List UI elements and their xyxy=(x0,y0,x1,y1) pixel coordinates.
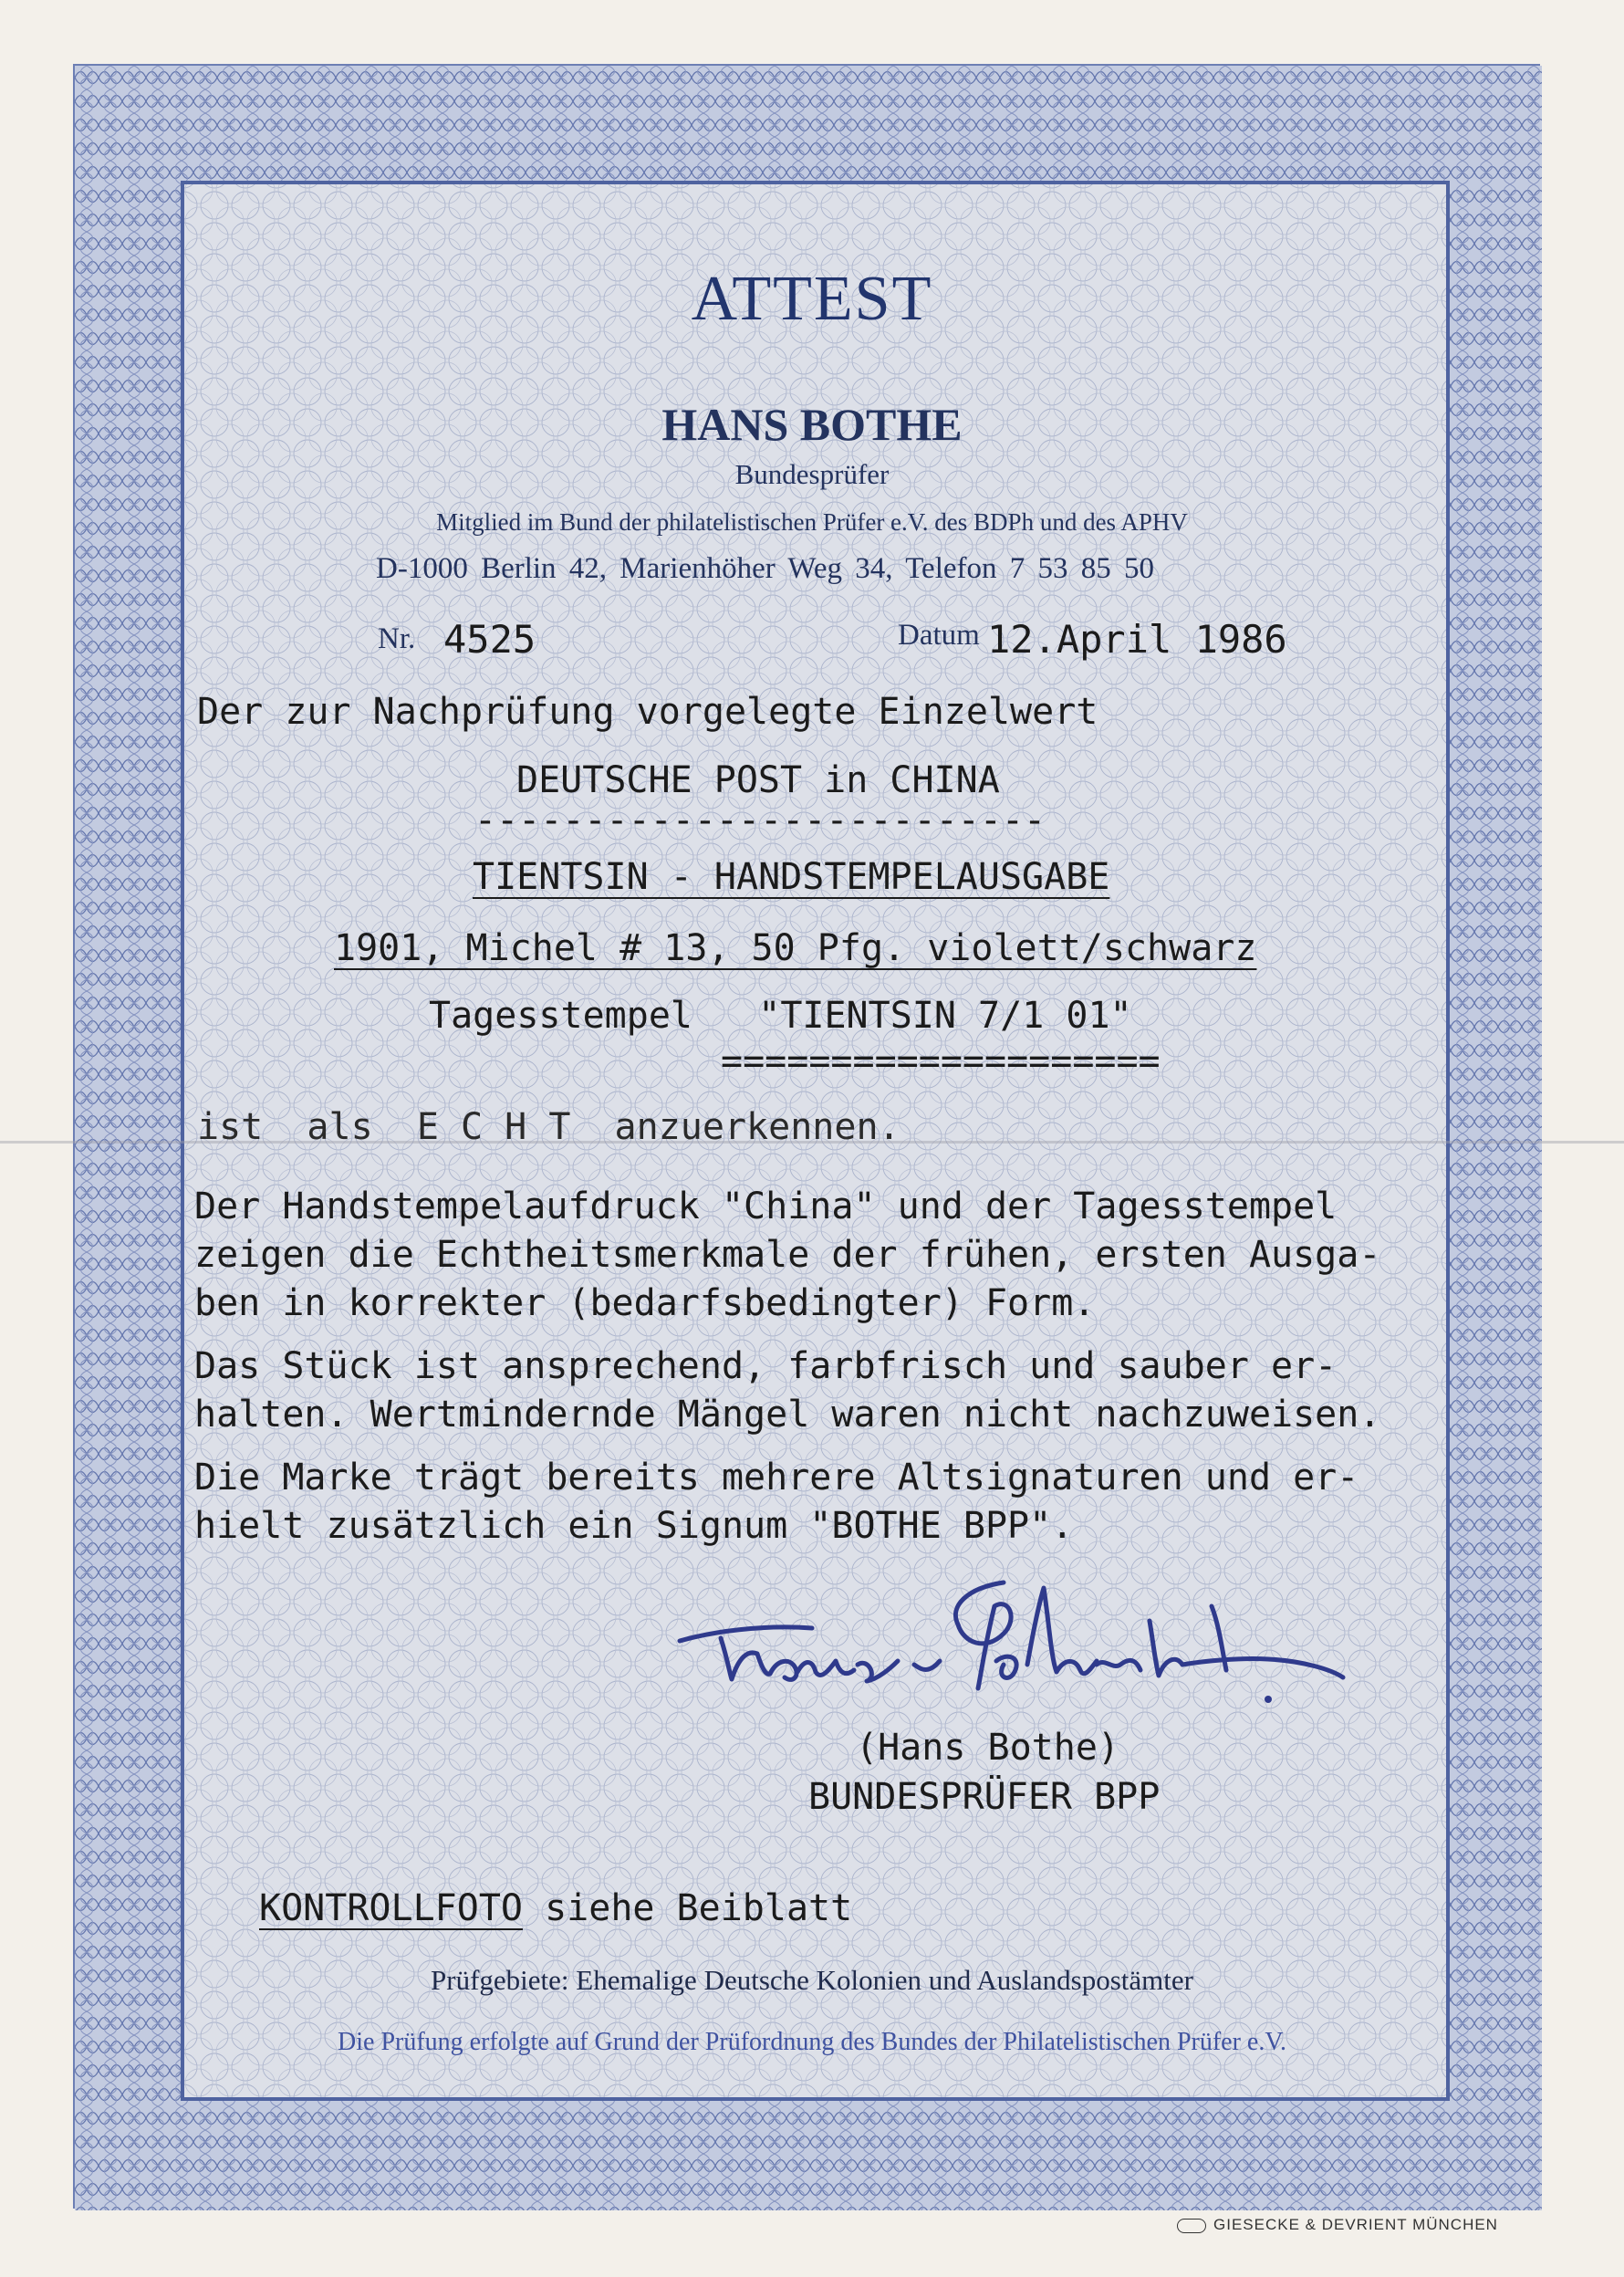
para1-line1: Der Handstempelaufdruck "China" und der Tagesstempel xyxy=(194,1186,1338,1227)
certificate-date: 12.April 1986 xyxy=(987,617,1287,662)
equals-divider: ==================== xyxy=(721,1040,1161,1082)
datum-label: Datum xyxy=(898,619,980,652)
address-line: D-1000 Berlin 42, Marienhöher Weg 34, Telefon 7 53 85 50 xyxy=(376,552,1154,585)
para1-line2: zeigen die Echtheitsmerkmale der frühen, ersten Ausga- xyxy=(194,1234,1381,1276)
kontrollfoto-label: KONTROLLFOTO xyxy=(259,1887,523,1929)
signatory-title: BUNDESPRÜFER BPP xyxy=(808,1776,1161,1818)
examiner-role: Bundesprüfer xyxy=(734,458,890,490)
handwritten-signature xyxy=(675,1570,1350,1716)
para2-line1: Das Stück ist ansprechend, farbfrisch und sauber er- xyxy=(194,1345,1338,1387)
printer-imprint xyxy=(1177,2216,1498,2234)
stamp-description: 1901, Michel # 13, 50 Pfg. violett/schwarz xyxy=(334,927,1257,969)
para3-line2: hielt zusätzlich ein Signum "BOTHE BPP". xyxy=(194,1505,1074,1547)
postmark-line: Tagesstempel "TIENTSIN 7/1 01" xyxy=(429,995,1132,1037)
genuine-statement: ist als E C H T anzuerkennen. xyxy=(197,1106,900,1148)
para1-line3: ben in korrekter (bedarfsbedingter) Form. xyxy=(194,1282,1096,1324)
examiner-name: HANS BOTHE xyxy=(661,399,963,450)
dash-divider: -------------------------- xyxy=(474,799,1046,841)
kontrollfoto-rest: siehe Beiblatt xyxy=(522,1887,853,1929)
country-line: DEUTSCHE POST in CHINA xyxy=(516,759,1000,801)
printer-name: GIESECKE & DEVRIENT MÜNCHEN xyxy=(1213,2216,1498,2233)
pruefordnung-line: Die Prüfung erfolgte auf Grund der Prüfordnung des Bundes der Philatelistischen Prüfer e.V. xyxy=(338,2028,1286,2056)
kontrollfoto-line xyxy=(259,1887,852,1929)
fold-line xyxy=(0,1141,1624,1144)
document-title: ATTEST xyxy=(691,264,933,334)
para2-line2: halten. Wertmindernde Mängel waren nicht nachzuweisen. xyxy=(194,1394,1381,1436)
issue-line: TIENTSIN - HANDSTEMPELAUSGABE xyxy=(473,856,1110,898)
signatory-name: (Hans Bothe) xyxy=(856,1727,1119,1769)
intro-line: Der zur Nachprüfung vorgelegte Einzelwert xyxy=(197,691,1098,733)
certificate-number: 4525 xyxy=(443,617,536,662)
membership-line: Mitglied im Bund der philatelistischen Prüfer e.V. des BDPh und des APHV xyxy=(436,508,1188,536)
para3-line1: Die Marke trägt bereits mehrere Altsignaturen und er- xyxy=(194,1457,1359,1499)
pruefgebiete-line: Prüfgebiete: Ehemalige Deutsche Kolonien und Auslandspostämter xyxy=(431,1964,1193,1996)
printer-logo xyxy=(1177,2219,1206,2233)
nr-label: Nr. xyxy=(378,622,416,655)
